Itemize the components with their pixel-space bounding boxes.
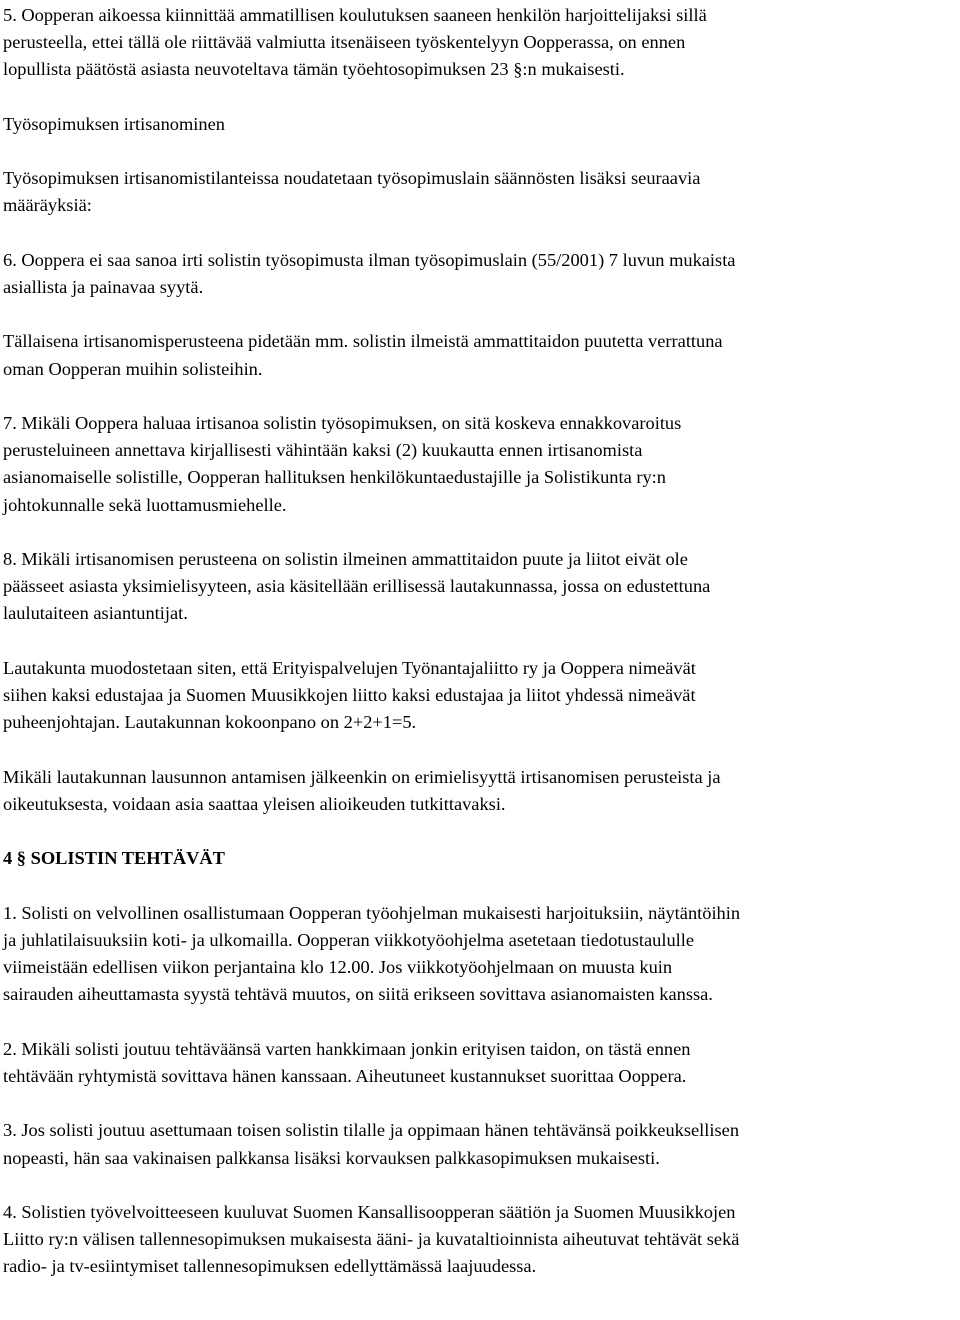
section-paragraph-2: 2. Mikäli solisti joutuu tehtäväänsä varten hankkimaan jonkin erityisen taidon, on tästä ennen tehtävään ryhtymistä sovittava hänen kanssaan. Aiheutuneet kustannukset suorittaa Ooppera. bbox=[3, 1038, 691, 1086]
section-paragraph-4: 4. Solistien työvelvoitteeseen kuuluvat Suomen Kansallisoopperan säätiön ja Suomen Muusikkojen Liitto ry:n välisen tallennesopimuksen mukaisesta ääni- ja kuvataltioinnista aiheutuvat tehtävät sekä radio- ja tv-esiintymiset tallennesopimuksen edellyttämässä laajuudessa. bbox=[3, 1201, 740, 1277]
paragraph-6: 6. Ooppera ei saa sanoa irti solistin työsopimusta ilman työsopimuslain (55/2001) 7 luvun mukaista asiallista ja painavaa syytä. bbox=[3, 249, 736, 297]
section-paragraph-3: 3. Jos solisti joutuu asettumaan toisen solistin tilalle ja oppimaan hänen tehtävänsä poikkeuksellisen nopeasti, hän saa vakinaisen palkkansa lisäksi korvauksen palkkasopimuksen mukaisesti. bbox=[3, 1120, 740, 1168]
paragraph-disagreement: Mikäli lautakunnan lausunnon antamisen jälkeenkin on erimielisyyttä irtisanomisen perusteista ja oikeutuksesta, voidaan asia saattaa yleisen alioikeuden tutkittavaksi. bbox=[3, 766, 721, 814]
paragraph-5: 5. Oopperan aikoessa kiinnittää ammatillisen koulutuksen saaneen henkilön harjoittelijaksi sillä perusteella, ettei tällä ole riittävää valmiutta itsenäiseen työskentelyyn Oopperassa, on ennen lopullista päätöstä asiasta neuvoteltava tämän työehtosopimuksen 23 §:n mukaisesti. bbox=[3, 5, 707, 80]
paragraph-termination-grounds: Tällaisena irtisanomisperusteena pidetään mm. solistin ilmeistä ammattitaidon puutetta verrattuna oman Oopperan muihin solisteihin. bbox=[3, 331, 723, 379]
document-page bbox=[3, 2, 958, 1308]
paragraph-termination-intro: Työsopimuksen irtisanomistilanteissa noudatetaan työsopimuslain säännösten lisäksi seuraavia määräyksiä: bbox=[3, 168, 701, 216]
paragraph-8: 8. Mikäli irtisanomisen perusteena on solistin ilmeinen ammattitaidon puute ja liitot eivät ole päässeet asiasta yksimielisyyteen, asia käsitellään erillisessä lautakunnassa, jossa on edustettuna laulutaiteen asiantuntijat. bbox=[3, 548, 711, 624]
subheading-termination: Työsopimuksen irtisanominen bbox=[3, 113, 225, 134]
paragraph-board-composition: Lautakunta muodostetaan siten, että Erityispalvelujen Työnantajaliitto ry ja Ooppera nimeävät siihen kaksi edustajaa ja Suomen Muusikkojen liitto kaksi edustajaa ja liitot yhdessä nimeävät puheenjohtajan. Lautakunnan kokoonpano on 2+2+1=5. bbox=[3, 657, 696, 733]
paragraph-7: 7. Mikäli Ooppera haluaa irtisanoa solistin työsopimuksen, on sitä koskeva ennakkovaroitus perusteluineen annettava kirjallisesti vähintään kaksi (2) kuukautta ennen irtisanomista asianomaiselle solistille, Oopperan hallituksen henkilökuntaedustajille ja Solistikunta ry:n johtokunnalle sekä luottamusmiehelle. bbox=[3, 412, 682, 515]
section-paragraph-1: 1. Solisti on velvollinen osallistumaan Oopperan työohjelman mukaisesti harjoituksiin, näytäntöihin ja juhlatilaisuuksiin koti- ja ulkomailla. Oopperan viikkotyöohjelma asetetaan tiedotustaululle viimeistään edellisen viikon perjantaina klo 12.00. Jos viikkotyöohjelmaan on muusta kuin sairauden aiheuttamasta syystä tehtävä muutos, on siitä erikseen sovittava asianomaisten kanssa. bbox=[3, 902, 741, 1005]
section-heading: 4 § SOLISTIN TEHTÄVÄT bbox=[3, 848, 225, 869]
